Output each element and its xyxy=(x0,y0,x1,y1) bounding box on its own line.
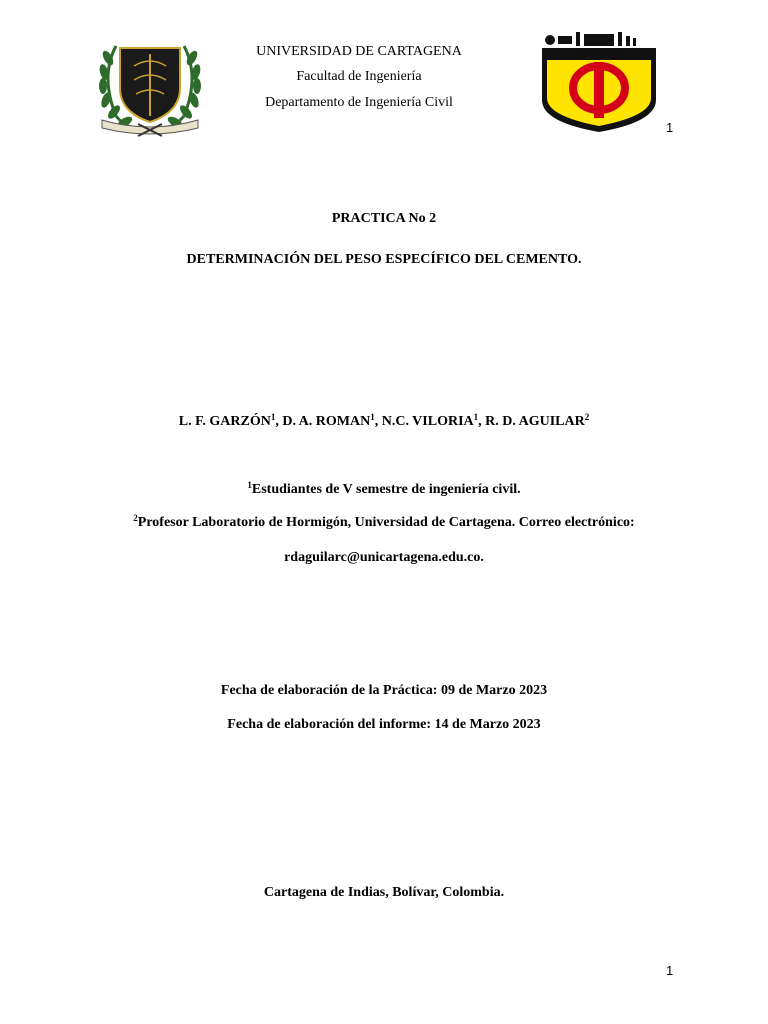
shield-banner-text: INGENIERIA CIVIL xyxy=(574,51,626,57)
university-crest-icon xyxy=(94,36,206,138)
affiliation-text: Profesor Laboratorio de Hormigón, Universidad de Cartagena. Correo electrónico: xyxy=(137,515,635,530)
author-name: D. A. ROMAN xyxy=(282,414,371,429)
author-name: L. F. GARZÓN xyxy=(178,414,271,429)
affiliation-text: Estudiantes de V semestre de ingeniería civil. xyxy=(251,482,521,497)
author-name: N.C. VILORIA xyxy=(381,414,474,429)
affiliation-1 xyxy=(0,482,768,498)
department-name: Departamento de Ingeniería Civil xyxy=(265,95,453,110)
faculty-name: Facultad de Ingeniería xyxy=(296,69,422,84)
author-name: R. D. AGUILAR xyxy=(485,414,585,429)
authors-line: L. F. GARZÓN$^1$, D. A. ROMAN$^1$, N.C. VILORIA$^1$, R. D. AGUILAR$^2$ xyxy=(178,412,590,429)
author-affiliation-mark: 1 xyxy=(370,412,375,422)
affiliation-2 xyxy=(0,515,768,531)
author-affiliation-mark: 1 xyxy=(270,412,276,422)
practice-number: PRACTICA No 2 xyxy=(331,211,437,226)
author-affiliation-mark: 1 xyxy=(473,412,479,422)
location: Cartagena de Indias, Bolívar, Colombia. xyxy=(263,885,505,900)
author-affiliation-mark: 2 xyxy=(584,412,590,422)
affiliation-mark: 2 xyxy=(133,513,138,523)
practice-date: Fecha de elaboración de la Práctica: 09 de Marzo 2023 xyxy=(220,683,548,698)
header-page-number: 1 xyxy=(666,120,674,135)
university-name: UNIVERSIDAD DE CARTAGENA xyxy=(256,44,462,59)
ingenieria-civil-shield-icon xyxy=(540,30,658,134)
report-date: Fecha de elaboración del informe: 14 de Marzo 2023 xyxy=(227,717,541,732)
contact-email: rdaguilarc@unicartagena.edu.co. xyxy=(284,550,484,565)
affiliation-mark: 1 xyxy=(247,480,252,490)
report-title: DETERMINACIÓN DEL PESO ESPECÍFICO DEL CEMENTO. xyxy=(186,252,582,267)
footer-page-number: 1 xyxy=(666,963,674,978)
